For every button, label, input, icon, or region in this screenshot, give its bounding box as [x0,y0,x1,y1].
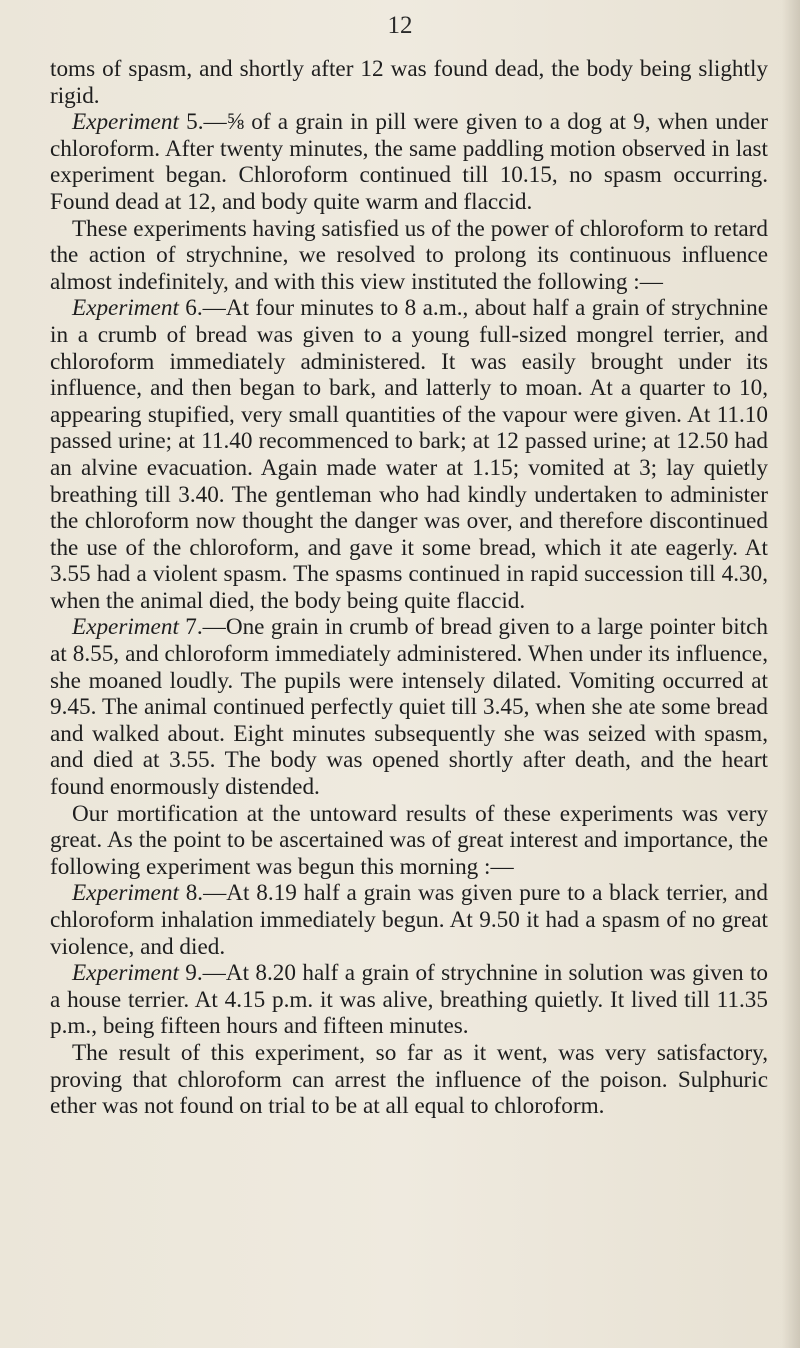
body-text [50,56,768,1120]
page-number: 12 [387,12,413,39]
paragraph-text: 7.—One grain in crumb of bread given to a large pointer bitch at 8.55, and chloroform immediately administered. When under its influence, she moaned loudly. The pupils were intensely dilated. Vomiting occurred at 9.45. The animal continued perfectly quiet till 3.45, when she ate some bread and walked about. Eight minutes subsequently she was seized with spasm, and died at 3.55. The body was opened shortly after death, and the heart found enormously distended. [50,614,768,801]
paragraph-text: 5.—⅝ of a grain in pill were given to a dog at 9, when under chloroform. After twenty minutes, the same paddling motion observed in last experiment began. Chloroform continued till 10.15, no spasm occurring. Found dead at 12, and body quite warm and flaccid. [50,109,768,215]
paragraph-text: These experiments having satisfied us of the power of chloroform to retard the action of strychnine, we resolved to prolong its continuous influence almost indefinitely, and with this view instituted the following :— [50,215,768,295]
paragraph-summary [50,216,768,296]
paragraph-text: 8.—At 8.19 half a grain was given pure to a black terrier, and chloroform inhalation immediately begun. At 9.50 it had a spasm of no great violence, and died. [50,880,768,960]
paragraph-text: Our mortification at the untoward results of these experiments was very great. As the point to be ascertained was of great interest and importance, the following experiment was begun this morning :— [50,800,768,880]
page-edge-shadow [782,0,800,1348]
paragraph-continuation [50,56,768,109]
experiment-label: Experiment [72,960,179,987]
paragraph-text: toms of spasm, and shortly after 12 was found dead, the body being slightly rigid. [50,56,768,109]
experiment-label: Experiment [72,880,179,907]
paragraph-text: 9.—At 8.20 half a grain of strychnine in solution was given to a house terrier. At 4.15 p.m. it was alive, breathing quietly. It lived till 11.35 p.m., being fifteen hours and fifteen minutes. [50,960,768,1040]
paragraph-text: 6.—At four minutes to 8 a.m., about half a grain of strychnine in a crumb of bread was given to a young full-sized mongrel terrier, and chloroform immediately administered. It was easily brought under its influence, and then began to bark, and latterly to moan. At a quarter to 10, appearing stupified, very small quantities of the vapour were given. At 11.10 passed urine; at 11.40 recommenced to bark; at 12 passed urine; at 12.50 had an alvine evacuation. Again made water at 1.15; vomited at 3; lay quietly breathing till 3.40. The gentleman who had kindly undertaken to administer the chloroform now thought the danger was over, and therefore discontinued the use of the chloroform, and gave it some bread, which it ate eagerly. At 3.55 had a violent spasm. The spasms continued in rapid succession till 4.30, when the animal died, the body being quite flaccid. [50,295,768,614]
paragraph-experiment-7 [50,614,768,800]
paragraph-experiment-6 [50,295,768,614]
paragraph-experiment-5 [50,109,768,215]
paragraph-mortification [50,801,768,881]
paragraph-text: The result of this experiment, so far as it went, was very satisfactory, proving that chloroform can arrest the influence of the poison. Sulphuric ether was not found on trial to be at all equal to chloroform. [50,1039,768,1120]
experiment-label: Experiment [72,109,179,136]
experiment-label: Experiment [72,614,179,641]
paragraph-experiment-8 [50,880,768,960]
paragraph-result [50,1040,768,1120]
experiment-label: Experiment [72,295,179,322]
paragraph-experiment-9 [50,960,768,1040]
